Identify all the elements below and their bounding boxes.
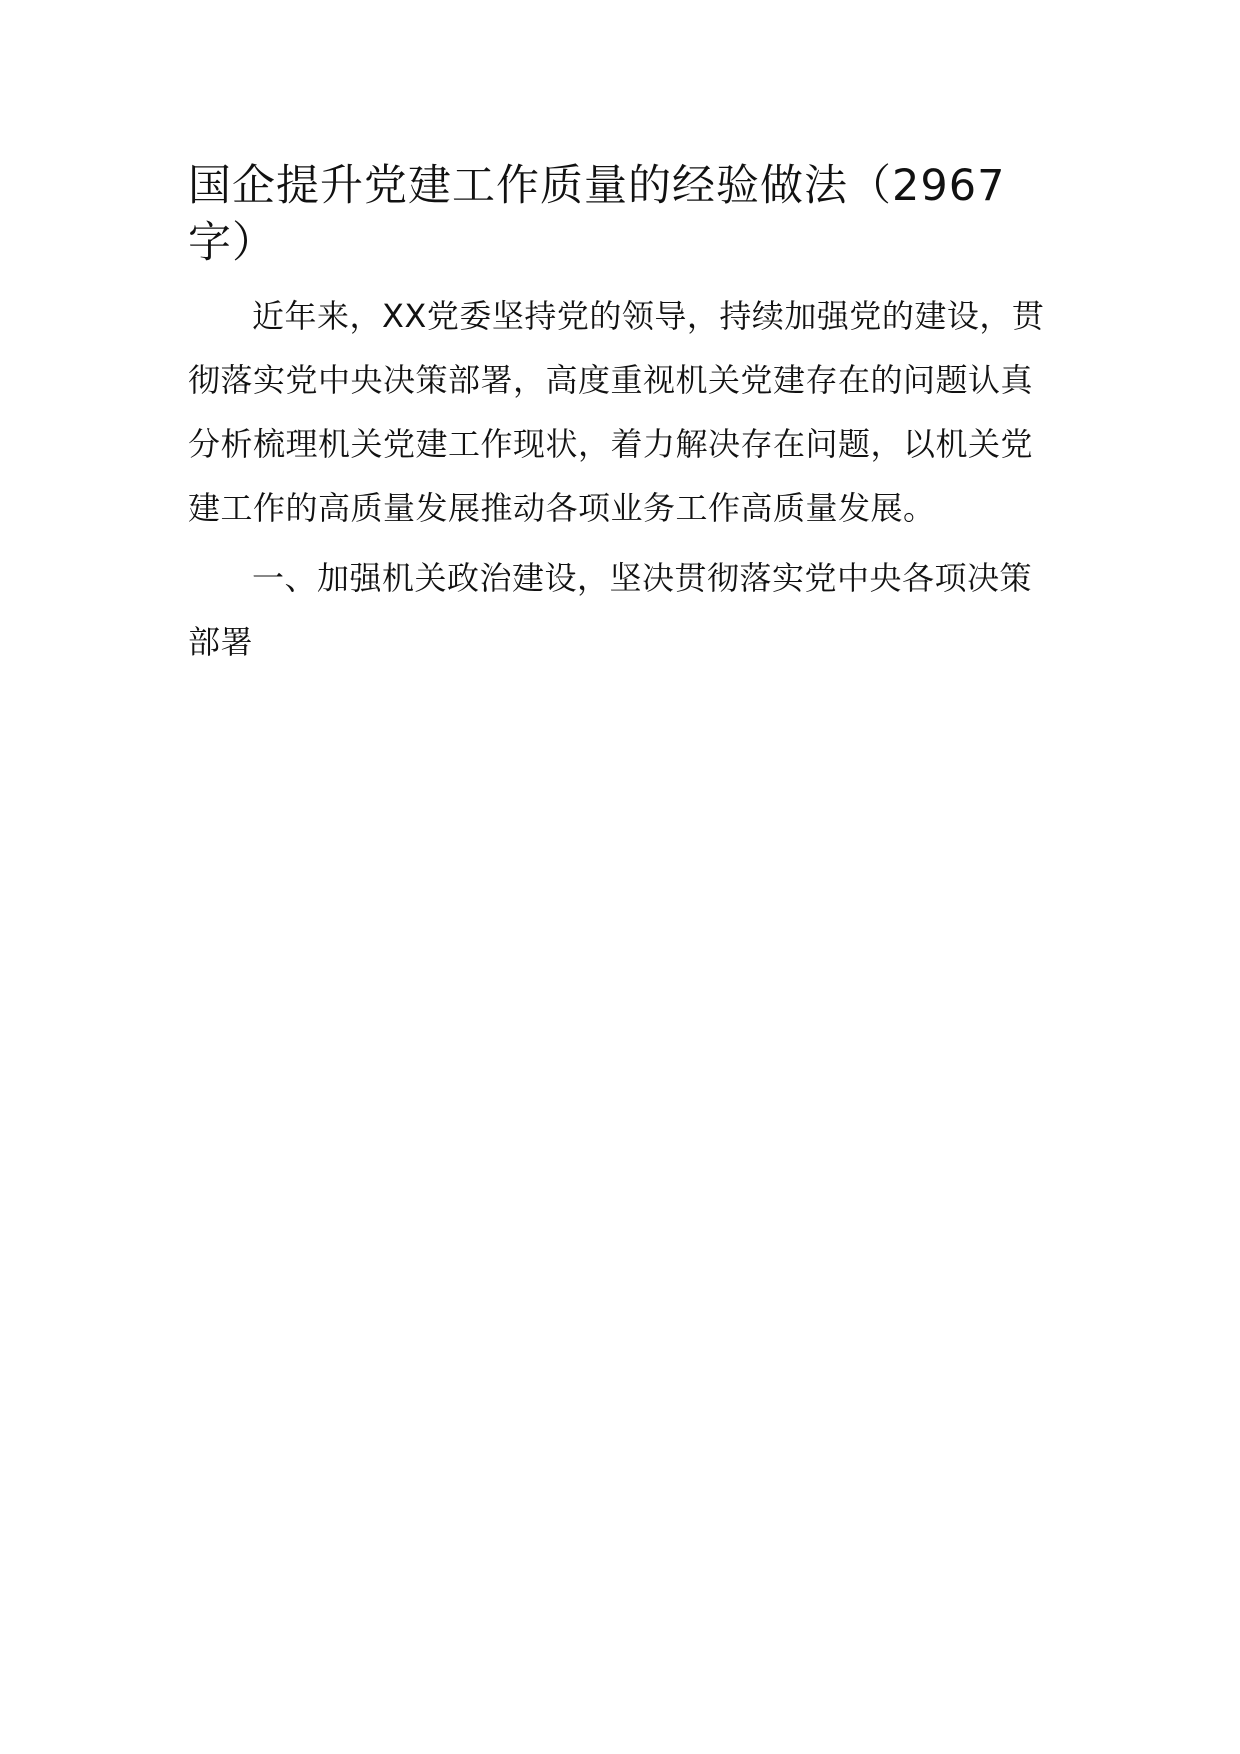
intro-paragraph: 近年来，XX党委坚持党的领导，持续加强党的建设，贯彻落实党中央决策部署，高度重视机关党建存在的问题认真分析梳理机关党建工作现状，着力解决存在问题，以机关党建工作的高质量发展推动各项业务工作高质量发展。	[188, 297, 1045, 527]
document-body	[188, 158, 1058, 674]
section-heading-1: 一、加强机关政治建设，坚决贯彻落实党中央各项决策部署	[188, 559, 1033, 661]
document-title: 国企提升党建工作质量的经验做法（2967字）	[188, 161, 1006, 268]
